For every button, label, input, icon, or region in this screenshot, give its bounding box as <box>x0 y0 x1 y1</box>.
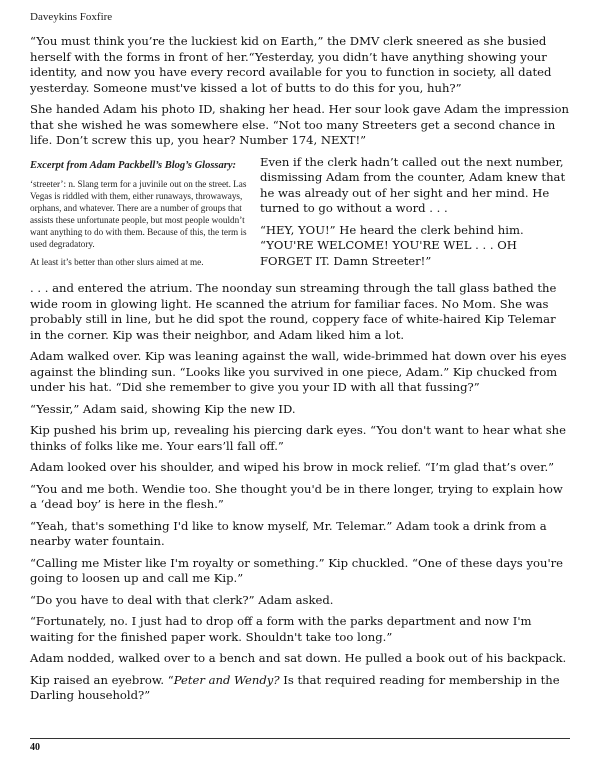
paragraph: “Yeah, that's something I'd like to know myself, Mr. Telemar.” Adam took a drink from a nearby water fountain. <box>30 518 547 548</box>
running-header-author: Daveykins Foxfire <box>30 11 113 23</box>
right-column-text <box>260 155 570 276</box>
paragraph-text: Kip raised an eyebrow. “ <box>30 672 174 687</box>
paragraph: Adam looked over his shoulder, and wiped his brow in mock relief. “I’m glad that’s over.” <box>30 460 555 474</box>
page-number: 40 <box>30 742 40 753</box>
paragraph-last <box>30 673 570 704</box>
paragraph: Adam nodded, walked over to a bench and sat down. He pulled a book out of his backpack. <box>30 651 567 665</box>
paragraph: Adam walked over. Kip was leaning against the wall, wide-brimmed hat down over his eyes against the blinding sun. “Looks like you survived in one piece, Adam.” Kip chucked from under his hat. “Did she remember to give you your ID with all that fussing?” <box>30 349 567 394</box>
paragraph: “Do you have to deal with that clerk?” Adam asked. <box>30 592 334 607</box>
paragraph: . . . and entered the atrium. The noonday sun streaming through the tall glass bathed the wide room in glowing light. He scanned the atrium for familiar faces. No Mom. She was probably still in line, but he did spot the round, coppery face of white-haired Kip Telemar in the corner. Kip was their neighbor, and Adam liked him a lot. <box>30 281 557 342</box>
glossary-sidebar <box>30 159 248 274</box>
paragraph: Even if the clerk hadn’t called out the next number, dismissing Adam from the counter, Adam knew that he was already out of her sight and her mind. He turned to go without a word . . . <box>260 154 566 215</box>
paragraph: “You must think you’re the luckiest kid on Earth,” the DMV clerk sneered as she busied herself with the forms in front of her.“Yesterday, you didn’t have anything showing your identity, and now you have every record available for you to function in society, all dated yesterday. Someone must've kissed a lot of butts to do this for you, huh?” <box>30 34 552 95</box>
sidebar-definition: ‘streeter’: n. Slang term for a juvinile out on the street. Las Vegas is riddled with them, either runaways, throwaways, orphans, and whatever. There are a number of groups that assists these unfortunate people, but most people wouldn’t want anything to do with them. Because of this, the term is used degradatory. <box>30 178 247 249</box>
sidebar-note: At least it’s better than other slurs aimed at me. <box>30 256 204 267</box>
book-title: Peter and Wendy? <box>173 672 280 687</box>
sidebar-title: Excerpt from Adam Packbell’s Blog’s Glossary: <box>30 159 236 171</box>
paragraph: “Calling me Mister like I'm royalty or something.” Kip chuckled. “One of these days you're going to loosen up and call me Kip.” <box>30 555 564 585</box>
paragraph-text: Is that required reading for membership in the Darling household?” <box>30 672 560 702</box>
paragraph: She handed Adam his photo ID, shaking her head. Her sour look gave Adam the impression that she wished he was somewhere else. “Not too many Streeters get a second chance in life. Don’t screw this up, you hear? Number 174, NEXT!” <box>30 102 569 147</box>
paragraph: “You and me both. Wendie too. She thought you'd be in there longer, trying to explain how a ‘dead boy’ is here in the flesh.” <box>30 481 563 511</box>
sidebar-section <box>30 155 570 276</box>
paragraph: “Fortunately, no. I just had to drop off a form with the parks department and now I'm waiting for the finished paper work. Shouldn't take too long.” <box>30 614 532 644</box>
paragraph: “HEY, YOU!” He heard the clerk behind him. “YOU'RE WELCOME! YOU'RE WEL . . . OH FORGET IT. Damn Streeter!” <box>260 222 524 268</box>
footer-rule <box>30 738 570 739</box>
paragraph: Kip pushed his brim up, revealing his piercing dark eyes. “You don't want to hear what she thinks of folks like me. Your ears’ll fall off.” <box>30 423 566 453</box>
body-text <box>30 34 570 710</box>
paragraph: “Yessir,” Adam said, showing Kip the new ID. <box>30 401 296 416</box>
